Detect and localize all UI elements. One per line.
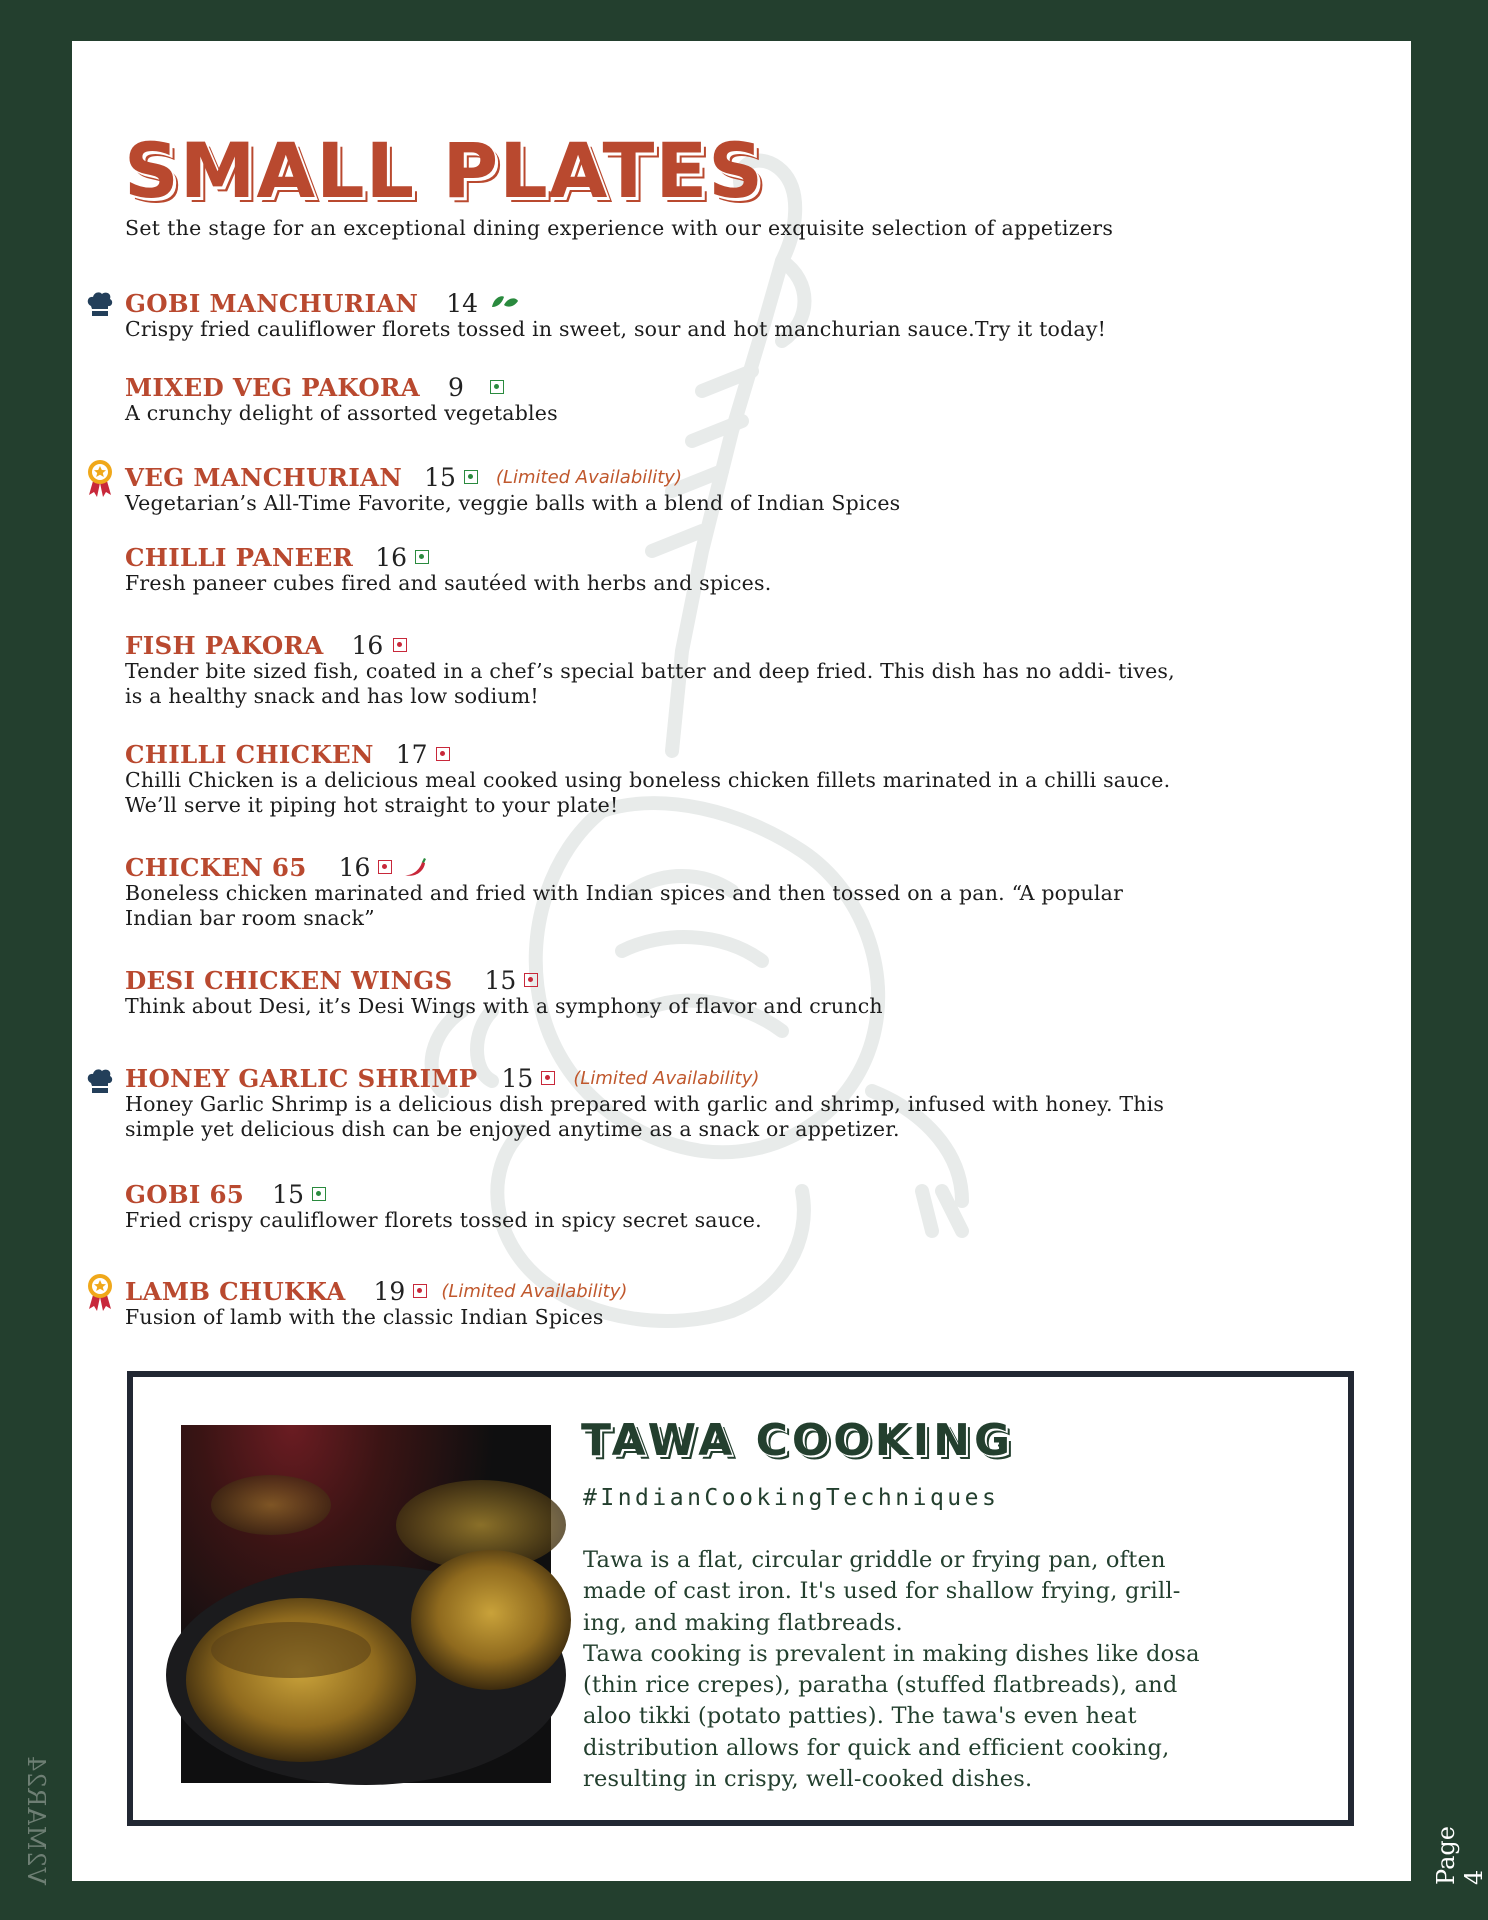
item-name: HONEY GARLIC SHRIMP bbox=[125, 1063, 478, 1093]
item-description: Fresh paneer cubes fired and sautéed with herbs and spices. bbox=[125, 571, 772, 595]
item-description: Chilli Chicken is a delicious meal cooked using boneless chicken fillets marinated in a chilli sauce. We’ll serve it piping hot straight to your plate! bbox=[125, 768, 1171, 817]
version-code: V2MAR24 bbox=[22, 1754, 50, 1885]
non-veg-icon bbox=[541, 1071, 555, 1085]
item-name: LAMB CHUKKA bbox=[125, 1276, 346, 1306]
non-veg-icon bbox=[436, 747, 450, 761]
feature-hashtag: #IndianCookingTechniques bbox=[583, 1485, 1000, 1511]
item-price: 17 bbox=[395, 739, 428, 769]
limited-availability-note: (Limited Availability) bbox=[441, 1280, 628, 1302]
menu-item bbox=[125, 541, 1371, 596]
menu-page bbox=[72, 41, 1411, 1881]
non-veg-icon bbox=[378, 860, 392, 874]
vegan-leaf-icon bbox=[490, 293, 520, 313]
page-number: Page 4 bbox=[1432, 1826, 1488, 1885]
item-price: 16 bbox=[351, 630, 384, 660]
veg-icon bbox=[490, 380, 504, 394]
limited-availability-note: (Limited Availability) bbox=[573, 1067, 760, 1089]
menu-item bbox=[125, 287, 1371, 342]
menu-item bbox=[125, 1178, 1371, 1233]
non-veg-icon bbox=[524, 973, 538, 987]
fried-patties-image bbox=[181, 1425, 551, 1783]
item-name: DESI CHICKEN WINGS bbox=[125, 965, 453, 995]
item-price: 9 bbox=[447, 372, 464, 402]
item-name: VEG MANCHURIAN bbox=[125, 462, 403, 492]
veg-icon bbox=[312, 1187, 326, 1201]
item-price: 16 bbox=[338, 852, 371, 882]
item-price: 19 bbox=[373, 1276, 406, 1306]
menu-item bbox=[125, 1275, 1371, 1330]
item-price: 15 bbox=[501, 1063, 534, 1093]
chef-hat-icon bbox=[85, 1066, 115, 1096]
feature-title: TAWA COOKING bbox=[581, 1415, 1015, 1466]
item-description: Crispy fried cauliflower florets tossed in sweet, sour and hot manchurian sauce.Try it today! bbox=[125, 317, 1107, 341]
menu-item bbox=[125, 1062, 1371, 1141]
item-name: MIXED VEG PAKORA bbox=[125, 372, 420, 402]
item-name: GOBI 65 bbox=[125, 1179, 245, 1209]
item-price: 15 bbox=[272, 1179, 304, 1209]
item-description: Fusion of lamb with the classic Indian Spices bbox=[125, 1305, 604, 1329]
item-description: Think about Desi, it’s Desi Wings with a symphony of flavor and crunch bbox=[125, 994, 883, 1018]
award-ribbon-icon bbox=[85, 1273, 115, 1313]
menu-item bbox=[125, 371, 1371, 426]
item-price: 15 bbox=[424, 462, 456, 492]
non-veg-icon bbox=[413, 1284, 427, 1298]
item-description: Boneless chicken marinated and fried with Indian spices and then tossed on a pan. “A popular Indian bar room snack” bbox=[125, 881, 1124, 930]
page-subtitle: Set the stage for an exceptional dining experience with our exquisite selection of appetizers bbox=[125, 216, 1114, 240]
item-price: 16 bbox=[375, 542, 408, 572]
item-description: Vegetarian’s All-Time Favorite, veggie balls with a blend of Indian Spices bbox=[125, 491, 901, 515]
chili-pepper-icon bbox=[402, 856, 428, 878]
page-title: SMALL PLATES bbox=[124, 126, 765, 215]
item-name: CHILLI PANEER bbox=[125, 542, 354, 572]
menu-item bbox=[125, 738, 1371, 817]
item-price: 15 bbox=[484, 965, 517, 995]
item-price: 14 bbox=[446, 288, 479, 318]
item-description: Tender bite sized fish, coated in a chef’s special batter and deep fried. This dish has no addi- tives, is a healthy snack and has low sodium! bbox=[125, 659, 1175, 708]
menu-item bbox=[125, 461, 1371, 516]
limited-availability-note: (Limited Availability) bbox=[495, 466, 682, 488]
item-name: CHICKEN 65 bbox=[125, 852, 307, 882]
tawa-food-photo bbox=[181, 1425, 551, 1783]
menu-item bbox=[125, 629, 1371, 708]
menu-item bbox=[125, 964, 1371, 1019]
item-name: GOBI MANCHURIAN bbox=[125, 288, 419, 318]
tawa-cooking-feature bbox=[127, 1371, 1354, 1826]
item-name: FISH PAKORA bbox=[125, 630, 324, 660]
item-description: A crunchy delight of assorted vegetables bbox=[125, 401, 558, 425]
item-description: Honey Garlic Shrimp is a delicious dish prepared with garlic and shrimp, infused with honey. This simple yet delicious dish can be enjoyed anytime as a snack or appetizer. bbox=[125, 1092, 1165, 1141]
veg-icon bbox=[415, 550, 429, 564]
item-name: CHILLI CHICKEN bbox=[125, 739, 374, 769]
veg-icon bbox=[464, 470, 478, 484]
item-description: Fried crispy cauliflower florets tossed in spicy secret sauce. bbox=[125, 1208, 762, 1232]
chef-hat-icon bbox=[85, 289, 115, 319]
award-ribbon-icon bbox=[85, 459, 115, 499]
menu-item bbox=[125, 851, 1371, 930]
non-veg-icon bbox=[393, 638, 407, 652]
feature-description: Tawa is a flat, circular griddle or frying pan, often made of cast iron. It's used for shallow frying, grill- ing, and making flatbreads. Tawa cooking is prevalent in making dishes like dosa (thin rice crepes), paratha (stuffed flatbreads), and aloo tikki (potato patties). The tawa's even heat distribution allows for quick and efficient cooking, resulting in crispy, well-cooked dishes. bbox=[583, 1547, 1200, 1793]
